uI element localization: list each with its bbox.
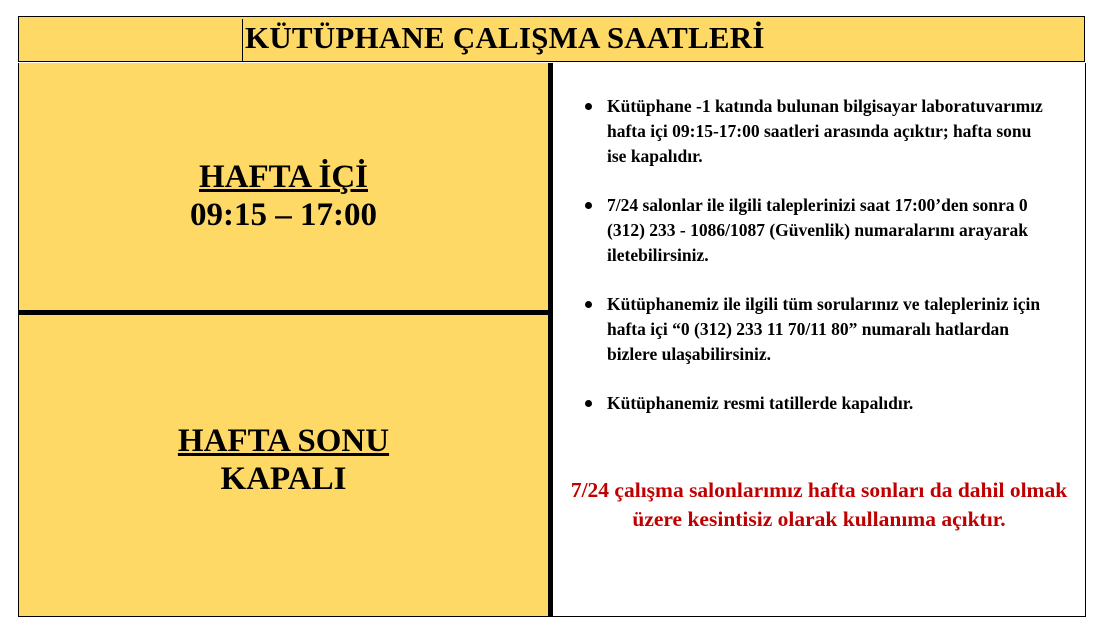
weekend-block (19, 422, 548, 498)
weekday-hours: 09:15 – 17:00 (190, 197, 377, 233)
weekend-panel (18, 315, 548, 617)
info-bullet-text: Kütüphanemiz ile ilgili tüm sorularınız ve talepleriniz için hafta içi “0 (312) 233 11 70/11 80” numaralı hatlardan bizlere ulaşabilirsiniz. (607, 294, 1041, 364)
weekend-label: HAFTA SONU (177, 423, 390, 459)
page-title: KÜTÜPHANE ÇALIŞMA SAATLERİ (245, 20, 765, 55)
weekday-panel (18, 63, 548, 311)
info-bullet-item (583, 94, 1043, 169)
info-bullet-item (583, 292, 1043, 367)
weekday-block (19, 158, 548, 234)
info-panel (553, 63, 1086, 617)
info-bullet-item (583, 391, 1043, 416)
bullet-dot-icon (585, 400, 592, 407)
study-hall-note: 7/24 çalışma salonlarımız hafta sonları da dahil olmak üzere kesintisiz olarak kullanıma açıktır. (570, 478, 1068, 531)
bullet-dot-icon (585, 103, 592, 110)
info-bullet-item (583, 193, 1043, 268)
info-bullet-text: Kütüphane -1 katında bulunan bilgisayar laboratuvarımız hafta içi 09:15-17:00 saatleri arasında açıktır; hafta sonu ise kapalıdır. (607, 96, 1043, 166)
info-bullet-text: Kütüphanemiz resmi tatillerde kapalıdır. (607, 393, 914, 413)
header-divider (242, 19, 243, 61)
bullet-dot-icon (585, 202, 592, 209)
info-bullet-list (583, 94, 1043, 440)
weekday-label: HAFTA İÇİ (199, 159, 368, 195)
header-bar (18, 16, 1085, 62)
weekend-status: KAPALI (220, 461, 347, 497)
bullet-dot-icon (585, 301, 592, 308)
info-bullet-text: 7/24 salonlar ile ilgili taleplerinizi saat 17:00’den sonra 0 (312) 233 - 1086/1087 (Güvenlik) numaralarını arayarak iletebilirsiniz. (607, 195, 1028, 265)
